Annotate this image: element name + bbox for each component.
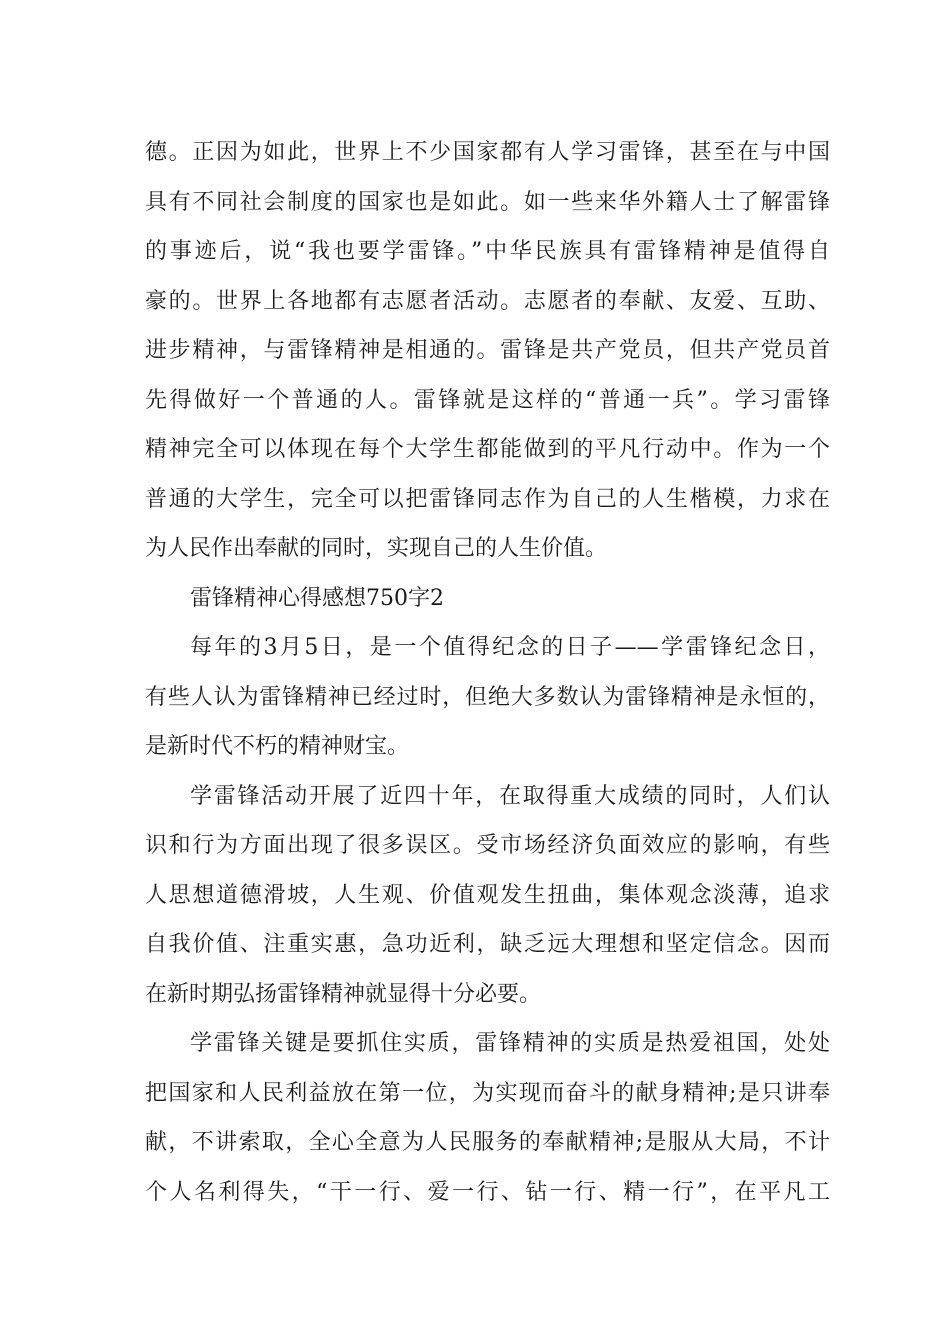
paragraph xyxy=(145,623,830,772)
text-line: 人思想道德滑坡，人生观、价值观发生扭曲，集体观念淡薄，追求 xyxy=(145,882,830,908)
paragraph xyxy=(145,1019,830,1217)
text-line: 每年的3月5日，是一个值得纪念的日子——学雷锋纪念日， xyxy=(190,635,830,660)
paragraph xyxy=(145,128,830,574)
text-line: 具有不同社会制度的国家也是如此。如一些来华外籍人士了解雷锋 xyxy=(145,189,830,215)
text-line: 个人名利得失，“干一行、爱一行、钻一行、精一行”，在平凡工 xyxy=(145,1179,830,1205)
text-line: 进步精神，与雷锋精神是相通的。雷锋是共产党员，但共产党员首 xyxy=(145,338,830,363)
text-line: 是新时代不朽的精神财宝。 xyxy=(145,734,410,759)
text-line: 学雷锋活动开展了近四十年，在取得重大成绩的同时，人们认 xyxy=(190,783,830,809)
text-line: 德。正因为如此，世界上不少国家都有人学习雷锋，甚至在与中国 xyxy=(145,140,830,165)
text-line: 识和行为方面出现了很多误区。受市场经济负面效应的影响，有些 xyxy=(145,833,830,858)
text-line: 在新时期弘扬雷锋精神就显得十分必要。 xyxy=(145,981,542,1007)
text-line: 普通的大学生，完全可以把雷锋同志作为自己的人生楷模，力求在 xyxy=(145,486,830,512)
text-line: 学雷锋关键是要抓住实质，雷锋精神的实质是热爱祖国，处处 xyxy=(190,1031,830,1056)
section-heading xyxy=(145,574,830,624)
heading-text: 雷锋精神心得感想750字2 xyxy=(190,585,444,611)
text-line: 先得做好一个普通的人。雷锋就是这样的“普通一兵”。学习雷锋 xyxy=(145,387,830,413)
text-line: 有些人认为雷锋精神已经过时，但绝大多数认为雷锋精神是永恒的， xyxy=(145,684,830,710)
text-line: 自我价值、注重实惠，急功近利，缺乏远大理想和坚定信念。因而 xyxy=(145,932,830,957)
text-line: 的事迹后，说“我也要学雷锋。”中华民族具有雷锋精神是值得自 xyxy=(145,239,830,264)
text-line: 豪的。世界上各地都有志愿者活动。志愿者的奉献、友爱、互助、 xyxy=(145,288,830,314)
document-body xyxy=(145,128,830,1217)
text-line: 为人民作出奉献的同时，实现自己的人生价值。 xyxy=(145,536,608,561)
paragraph xyxy=(145,772,830,1020)
text-line: 精神完全可以体现在每个大学生都能做到的平凡行动中。作为一个 xyxy=(145,437,830,462)
text-line: 献，不讲索取，全心全意为人民服务的奉献精神;是服从大局，不计 xyxy=(145,1130,830,1155)
text-line: 把国家和人民利益放在第一位，为实现而奋斗的献身精神;是只讲奉 xyxy=(145,1080,830,1106)
